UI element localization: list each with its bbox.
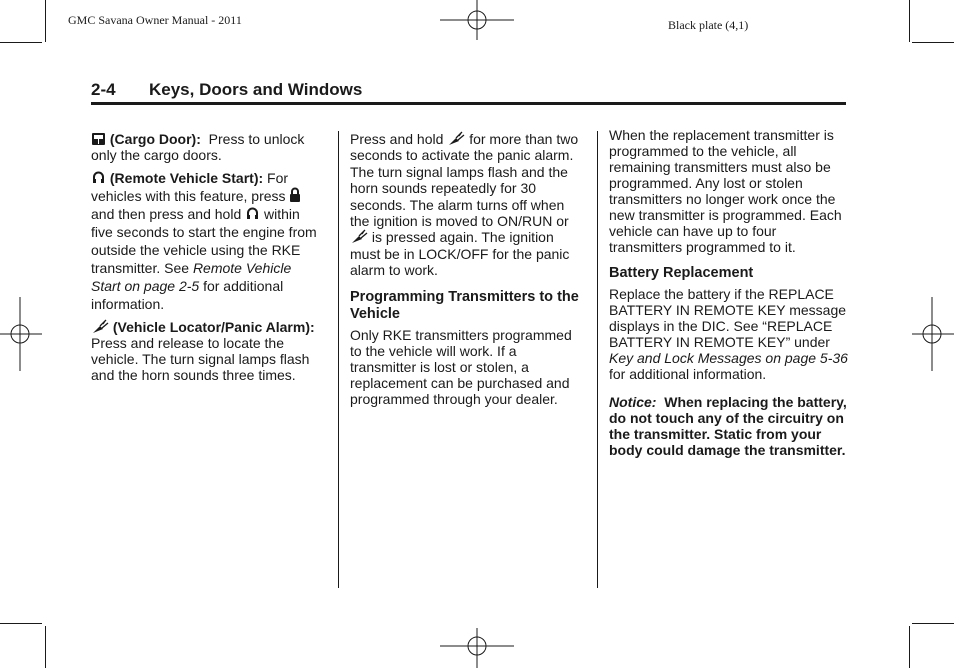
- notice-paragraph: [609, 394, 849, 458]
- crop-mark: [909, 626, 910, 668]
- remote-start-label: (Remote Vehicle Start):: [109, 170, 264, 186]
- panic-horn-icon: [350, 229, 368, 244]
- column-1: [91, 131, 323, 389]
- section-header: [91, 80, 846, 105]
- programming-heading: Programming Transmitters to the Vehicle: [350, 288, 579, 322]
- battery-text-b: for additional information.: [609, 366, 767, 382]
- battery-heading: Battery Replacement: [609, 265, 754, 281]
- crop-mark: [45, 626, 46, 668]
- remote-start-link[interactable]: Remote Vehicle Start on page 2-5: [91, 260, 292, 294]
- battery-text-a: Replace the battery if the REPLACE BATTERY IN REMOTE KEY message displays in the DIC. See “REPLACE BATTERY IN REMOTE KEY” under: [609, 286, 847, 350]
- section-title: Keys, Doors and Windows: [149, 80, 363, 99]
- crop-mark: [912, 42, 954, 43]
- remote-start-icon: [245, 206, 260, 221]
- crop-mark: [45, 0, 46, 42]
- column-divider: [597, 131, 598, 588]
- crop-mark: [912, 623, 954, 624]
- column-2: [350, 131, 585, 413]
- crop-mark: [909, 0, 910, 42]
- remote-start-paragraph: [91, 169, 323, 313]
- crop-mark: [0, 623, 42, 624]
- column-3: [609, 127, 849, 464]
- panic-horn-icon: [91, 319, 109, 334]
- battery-paragraph: [609, 286, 849, 382]
- vehicle-locator-text: Press and release to locate the vehicle. The turn signal lamps flash and the horn sounds three times.: [91, 335, 310, 383]
- panic-horn-icon: [447, 131, 465, 146]
- notice-text: When replacing the battery, do not touch any of the circuitry on the transmitter. Static from your body could damage the transmitter.: [609, 394, 847, 458]
- panic-text-a: Press and hold: [350, 131, 444, 147]
- remote-start-text-b: and then press and hold: [91, 206, 242, 222]
- notice-label: Notice:: [609, 394, 657, 410]
- column-divider: [338, 131, 339, 588]
- plate-info: Black plate (4,1): [668, 18, 749, 32]
- crop-mark: [0, 42, 42, 43]
- vehicle-locator-label: (Vehicle Locator/Panic Alarm):: [112, 319, 315, 335]
- remote-start-icon: [91, 170, 106, 185]
- cargo-door-paragraph: [91, 131, 323, 163]
- remote-start-text-c: within five seconds to start the engine from outside the vehicle using the RKE transmitter. See: [91, 206, 317, 276]
- registration-mark: [0, 297, 42, 371]
- battery-link[interactable]: Key and Lock Messages on page 5-36: [609, 350, 848, 366]
- programming-text: Only RKE transmitters programmed to the vehicle will work. If a transmitter is lost or stolen, a replacement can be purchased and programmed through your dealer.: [350, 326, 572, 407]
- panic-text-b: for more than two seconds to activate the panic alarm. The turn signal lamps flash and the horn sounds repeatedly for 30 seconds. The alarm turns off when the ignition is moved to ON/RUN or: [350, 131, 579, 230]
- cargo-door-label: (Cargo Door):: [109, 131, 201, 147]
- page-number: 2-4: [91, 80, 116, 99]
- registration-mark: [440, 0, 514, 40]
- remote-start-text-a: For vehicles with this feature, press: [91, 170, 289, 204]
- vehicle-locator-paragraph: [91, 319, 323, 383]
- registration-mark: [912, 297, 954, 371]
- cargo-door-icon: [91, 132, 106, 146]
- replacement-text: When the replacement transmitter is programmed to the vehicle, all remaining transmitters must also be programmed. Any lost or stolen transmitters no longer work once the new transmitter is programmed. Each vehicle can have up to four transmitters programmed to it.: [609, 127, 842, 255]
- remote-start-text-d: for additional information.: [91, 278, 284, 312]
- lock-icon: [289, 187, 301, 203]
- panic-paragraph: [350, 131, 585, 279]
- cargo-door-text: Press to unlock only the cargo doors.: [91, 131, 305, 163]
- plate-title: GMC Savana Owner Manual - 2011: [68, 13, 242, 27]
- registration-mark: [440, 628, 514, 668]
- panic-text-c: is pressed again. The ignition must be in LOCK/OFF for the panic alarm to work.: [350, 229, 570, 279]
